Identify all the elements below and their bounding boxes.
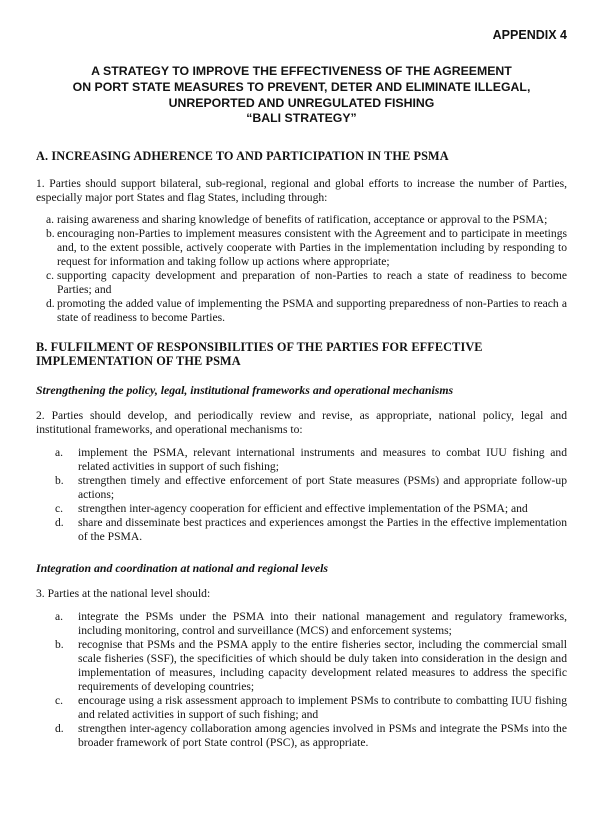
list-item-text-2b: strengthen timely and effective enforcement of port State measures (PSMs) and appropriate follow-up actions; <box>78 473 567 501</box>
title-line-2: ON PORT STATE MEASURES TO PREVENT, DETER AND ELIMINATE ILLEGAL, <box>72 79 531 94</box>
list-item-2a <box>36 446 567 474</box>
list-marker-2b: b. <box>55 473 64 487</box>
list-marker-1c: c. <box>46 268 55 282</box>
list-item-1c <box>36 269 567 297</box>
list-1 <box>36 213 567 325</box>
list-marker-3b: b. <box>55 637 64 651</box>
list-item-text-3d: strengthen inter-agency collaboration among agencies involved in PSMs and integrate the PSMs into the broader framework of port State control (PSC), as appropriate. <box>78 721 567 749</box>
list-marker-2c: c. <box>55 501 64 515</box>
list-2 <box>36 446 567 544</box>
list-item-3b <box>36 638 567 694</box>
section-b-heading: B. FULFILMENT OF RESPONSIBILITIES OF THE PARTIES FOR EFFECTIVE IMPLEMENTATION OF THE PSMA <box>36 339 483 369</box>
appendix-label: APPENDIX 4 <box>492 28 567 42</box>
list-item-1d <box>36 297 567 325</box>
list-item-text-1a: raising awareness and sharing knowledge of benefits of ratification, acceptance or approval to the PSMA; <box>57 212 548 226</box>
list-marker-1a: a. <box>46 212 55 226</box>
list-item-1b <box>36 227 567 269</box>
list-item-text-3a: integrate the PSMs under the PSMA into their national management and regulatory frameworks, including monitoring, control and surveillance (MCS) and enforcement systems; <box>78 609 567 637</box>
list-item-text-1d: promoting the added value of implementing the PSMA and supporting preparedness of non-Parties to reach a state of readiness to become Parties. <box>57 296 567 324</box>
list-item-text-2c: strengthen inter-agency cooperation for efficient and effective implementation of the PSMA; and <box>78 501 528 515</box>
list-marker-3d: d. <box>55 721 64 735</box>
subheading-policy-frameworks: Strengthening the policy, legal, institutional frameworks and operational mechanisms <box>36 382 454 397</box>
paragraph-2: 2. Parties should develop, and periodically review and revise, as appropriate, national policy, legal and institutional frameworks, and operational mechanisms to: <box>36 408 567 436</box>
list-item-text-1c: supporting capacity development and preparation of non-Parties to reach a state of readiness to become Parties; and <box>57 268 567 296</box>
list-item-text-3c: encourage using a risk assessment approach to implement PSMs to contribute to combatting IUU fishing and related activities in support of such fishing; and <box>78 693 567 721</box>
subheading-integration-coordination: Integration and coordination at national and regional levels <box>36 560 329 575</box>
list-item-2c <box>36 502 567 516</box>
list-marker-3a: a. <box>55 609 64 623</box>
section-a-heading: A. INCREASING ADHERENCE TO AND PARTICIPATION IN THE PSMA <box>36 149 449 164</box>
list-item-3a <box>36 610 567 638</box>
list-item-text-1b: encouraging non-Parties to implement measures consistent with the Agreement and to participate in meetings and, to the extent possible, actively cooperate with Parties in the implementation including by responding to request for information and taking follow up actions where appropriate; <box>57 226 567 268</box>
list-item-1a <box>36 213 567 227</box>
title-line-3: UNREPORTED AND UNREGULATED FISHING <box>168 95 435 110</box>
title-line-4: “BALI STRATEGY” <box>246 111 357 126</box>
list-item-2b <box>36 474 567 502</box>
document-title <box>36 64 567 127</box>
list-marker-1d: d. <box>46 296 55 310</box>
list-item-3c <box>36 694 567 722</box>
list-item-2d <box>36 516 567 544</box>
paragraph-3: 3. Parties at the national level should: <box>36 586 211 600</box>
list-item-text-2a: implement the PSMA, relevant international instruments and measures to combat IUU fishing and related activities in support of such fishing; <box>78 445 567 473</box>
list-marker-3c: c. <box>55 693 64 707</box>
list-item-3d <box>36 722 567 750</box>
list-item-text-2d: share and disseminate best practices and experiences amongst the Parties in the effective implementation of the PSMA. <box>78 515 567 543</box>
paragraph-1: 1. Parties should support bilateral, sub-regional, regional and global efforts to increase the number of Parties, especially major port States and flag States, including through: <box>36 176 567 204</box>
title-line-1: A STRATEGY TO IMPROVE THE EFFECTIVENESS OF THE AGREEMENT <box>91 64 512 78</box>
list-item-text-3b: recognise that PSMs and the PSMA apply to the entire fisheries sector, including the commercial small scale fisheries (SSF), the specificities of which should be duly taken into consideration in the design and implementation of measures, including capacity development related measures to address the specific requirements of developing countries; <box>78 637 567 693</box>
list-marker-2a: a. <box>55 445 64 459</box>
list-marker-1b: b. <box>46 226 55 240</box>
list-marker-2d: d. <box>55 515 64 529</box>
list-3 <box>36 610 567 750</box>
